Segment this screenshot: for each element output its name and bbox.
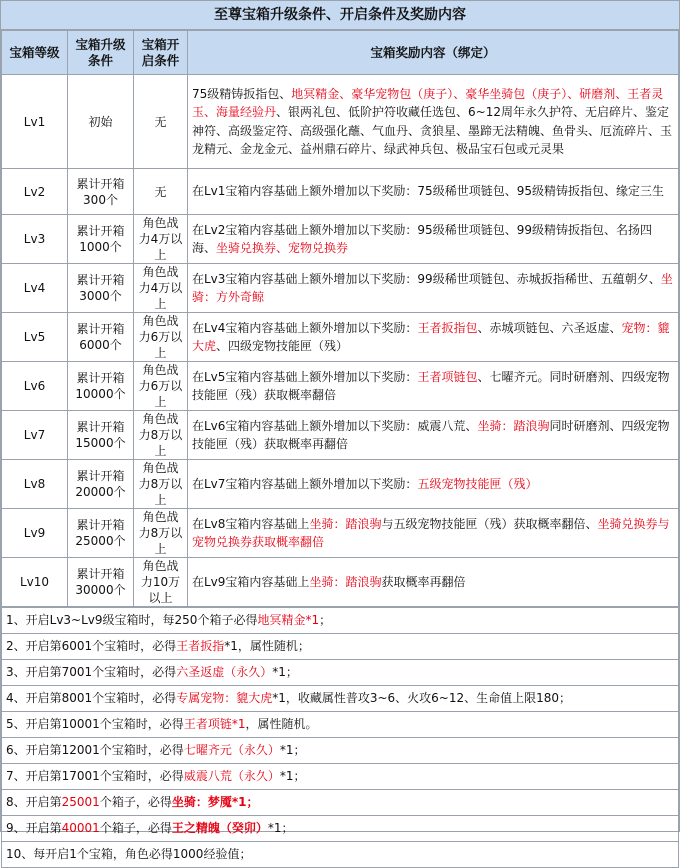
note-row <box>2 686 679 712</box>
text-segment: 在Lv7宝箱内容基础上额外增加以下奖励： <box>192 476 418 491</box>
highlight-text: 六圣返虚（永久） <box>176 665 273 679</box>
level-cell: Lv6 <box>2 362 68 411</box>
highlight-text: 专属宠物：貔大虎 <box>176 691 273 705</box>
reward-cell <box>188 215 679 264</box>
reward-cell <box>188 169 679 215</box>
highlight-text: 威震八荒（永久） <box>183 769 280 783</box>
upgrade-condition-cell: 初始 <box>68 75 134 169</box>
text-segment: 1、开启Lv3~Lv9级宝箱时，每250个箱子必得 <box>6 613 258 627</box>
text-segment: *1； <box>279 769 306 783</box>
text-segment: ，属性随机。 <box>245 717 318 731</box>
sheet-title: 至尊宝箱升级条件、开启条件及奖励内容 <box>1 1 679 30</box>
text-segment: 2、开启第6001个宝箱时，必得 <box>6 639 177 653</box>
upgrade-condition-cell: 累计开箱1000个 <box>68 215 134 264</box>
note-item <box>2 608 679 634</box>
note-row <box>2 842 679 868</box>
table-row <box>2 362 679 411</box>
header-open: 宝箱开启条件 <box>134 31 188 75</box>
text-segment: 3、开启第7001个宝箱时，必得 <box>6 665 177 679</box>
open-condition-cell: 角色战力8万以上 <box>134 411 188 460</box>
notes-list <box>1 607 679 868</box>
upgrade-condition-cell: 累计开箱10000个 <box>68 362 134 411</box>
upgrade-condition-cell: 累计开箱15000个 <box>68 411 134 460</box>
open-condition-cell: 无 <box>134 169 188 215</box>
text-segment: 在Lv2宝箱内容基础上额外增加以下奖励：95级稀世项链包、99级精铸扳指包、名扬四海、 <box>192 222 652 255</box>
table-row <box>2 411 679 460</box>
note-item <box>2 738 679 764</box>
text-segment: 、赤城项链包、六圣返虚、 <box>477 320 622 335</box>
text-segment: 与五级宠物技能匣（残）获取概率翻倍、 <box>381 516 598 531</box>
highlight-text: 地冥精金*1 <box>257 613 320 627</box>
text-segment: 在Lv5宝箱内容基础上额外增加以下奖励： <box>192 369 418 384</box>
text-segment: *1，收藏属性普攻3~6、火攻6~12、生命值上限180； <box>272 691 572 705</box>
text-segment: 在Lv1宝箱内容基础上额外增加以下奖励：75级稀世项链包、95级精铸扳指包、缘定三生 <box>192 184 664 199</box>
level-cell: Lv3 <box>2 215 68 264</box>
table-row <box>2 509 679 558</box>
level-cell: Lv10 <box>2 558 68 607</box>
text-segment: 同时研磨剂、四级宠物技能匣（残）获取概率再翻倍 <box>192 418 670 451</box>
text-segment: 在Lv8宝箱内容基础上 <box>192 516 310 531</box>
open-condition-cell: 角色战力6万以上 <box>134 313 188 362</box>
reward-cell <box>188 460 679 509</box>
text-segment: 在Lv4宝箱内容基础上额外增加以下奖励： <box>192 320 418 335</box>
highlight-text: 坐骑：踏浪驹 <box>477 418 550 433</box>
reward-cell <box>188 75 679 169</box>
level-cell: Lv1 <box>2 75 68 169</box>
table-row <box>2 264 679 313</box>
open-condition-cell: 角色战力10万以上 <box>134 558 188 607</box>
note-item <box>2 660 679 686</box>
text-segment: 10、每开启1个宝箱，角色必得1000经验值； <box>6 847 252 861</box>
note-row <box>2 816 679 842</box>
highlight-text: 王之精魄（癸卯） <box>171 821 268 835</box>
highlight-text: 坐骑：踏浪驹 <box>309 574 382 589</box>
level-cell: Lv2 <box>2 169 68 215</box>
highlight-text: 地冥精金、豪华宠物包（庚子）、豪华坐骑包（庚子）、研磨剂、王者灵玉、海量经验丹 <box>192 86 664 119</box>
highlight-text: 坐骑：踏浪驹 <box>309 516 382 531</box>
note-row <box>2 738 679 764</box>
upgrade-condition-cell: 累计开箱3000个 <box>68 264 134 313</box>
table-row <box>2 215 679 264</box>
text-segment: 9、开启第 <box>6 821 62 835</box>
level-cell: Lv7 <box>2 411 68 460</box>
text-segment: 7、开启第17001个宝箱时，必得 <box>6 769 184 783</box>
note-row <box>2 764 679 790</box>
text-segment: 5、开启第10001个宝箱时，必得 <box>6 717 184 731</box>
text-segment: 在Lv9宝箱内容基础上 <box>192 574 310 589</box>
note-row <box>2 608 679 634</box>
table-row <box>2 313 679 362</box>
highlight-text: 七曜齐元（永久） <box>183 743 280 757</box>
level-cell: Lv8 <box>2 460 68 509</box>
reward-cell <box>188 313 679 362</box>
text-segment: 、七曜齐元。同时研磨剂、四级宠物技能匣（残）获取概率翻倍 <box>192 369 670 402</box>
highlight-text: 宠物：貔大虎 <box>192 320 670 353</box>
text-segment: 个箱子，必得 <box>99 821 172 835</box>
upgrade-condition-cell: 累计开箱6000个 <box>68 313 134 362</box>
note-item <box>2 686 679 712</box>
reward-cell <box>188 411 679 460</box>
note-row <box>2 660 679 686</box>
reward-cell <box>188 362 679 411</box>
note-item <box>2 764 679 790</box>
note-item <box>2 634 679 660</box>
highlight-text: 王者扳指包 <box>417 320 478 335</box>
text-segment: 6、开启第12001个宝箱时，必得 <box>6 743 184 757</box>
text-segment: 8、开启第 <box>6 795 62 809</box>
table-row <box>2 169 679 215</box>
upgrade-condition-cell: 累计开箱20000个 <box>68 460 134 509</box>
header-row <box>2 31 679 75</box>
text-segment: *1，属性随机； <box>224 639 310 653</box>
level-cell: Lv4 <box>2 264 68 313</box>
highlight-text: 五级宠物技能匣（残） <box>417 476 538 491</box>
note-item <box>2 790 679 816</box>
header-reward: 宝箱奖励内容（绑定） <box>188 31 679 75</box>
reward-cell <box>188 558 679 607</box>
level-cell: Lv9 <box>2 509 68 558</box>
highlight-text: 坐骑：梦魇*1； <box>171 795 259 809</box>
header-upgrade: 宝箱升级条件 <box>68 31 134 75</box>
open-condition-cell: 无 <box>134 75 188 169</box>
highlight-text: 坐骑：方外奇鲸 <box>192 271 673 304</box>
highlight-text: 25001 <box>61 795 100 809</box>
note-item <box>2 816 679 842</box>
highlight-text: 王者项链*1 <box>183 717 246 731</box>
text-segment: 75级精铸扳指包、 <box>192 86 292 101</box>
text-segment: *1； <box>267 821 294 835</box>
upgrade-condition-cell: 累计开箱25000个 <box>68 509 134 558</box>
open-condition-cell: 角色战力4万以上 <box>134 215 188 264</box>
note-item <box>2 842 679 868</box>
highlight-text: 王者项链包 <box>417 369 478 384</box>
note-item <box>2 712 679 738</box>
note-row <box>2 790 679 816</box>
table-row <box>2 558 679 607</box>
open-condition-cell: 角色战力8万以上 <box>134 509 188 558</box>
highlight-text: 40001 <box>61 821 100 835</box>
text-segment: 4、开启第8001个宝箱时，必得 <box>6 691 177 705</box>
highlight-text: 坐骑兑换券、宠物兑换券 <box>216 241 349 255</box>
open-condition-cell: 角色战力8万以上 <box>134 460 188 509</box>
note-row <box>2 712 679 738</box>
text-segment: 个箱子，必得 <box>99 795 172 809</box>
text-segment: *1； <box>272 665 298 679</box>
upgrade-condition-cell: 累计开箱300个 <box>68 169 134 215</box>
text-segment: 、银两礼包、低阶护符收藏任选包、6~12周年永久护符、无启碎片、鉴定神符、高级鉴定符、高级强化蘸、气血丹、贪狼星、墨蹄无法精魄、鱼骨头、厄流碎片、玉龙精元、金龙金元、益州鼎石碎片、绿武神兵包、极品宝石包或元灵果 <box>192 105 673 156</box>
reward-cell <box>188 509 679 558</box>
table-row <box>2 460 679 509</box>
highlight-text: 王者扳指 <box>176 639 225 653</box>
open-condition-cell: 角色战力6万以上 <box>134 362 188 411</box>
text-segment: ； <box>319 613 332 627</box>
table-row <box>2 75 679 169</box>
upgrade-condition-cell: 累计开箱30000个 <box>68 558 134 607</box>
highlight-text: 坐骑兑换券与宠物兑换券获取概率翻倍 <box>192 516 670 549</box>
level-cell: Lv5 <box>2 313 68 362</box>
text-segment: 在Lv3宝箱内容基础上额外增加以下奖励：99级稀世项链包、赤城扳指稀世、五蕴朝夕、 <box>192 271 661 286</box>
note-row <box>2 634 679 660</box>
header-level: 宝箱等级 <box>2 31 68 75</box>
text-segment: 、四级宠物技能匣（残） <box>216 339 349 353</box>
text-segment: *1； <box>279 743 306 757</box>
open-condition-cell: 角色战力4万以上 <box>134 264 188 313</box>
text-segment: 在Lv6宝箱内容基础上额外增加以下奖励：威震八荒、 <box>192 418 478 433</box>
text-segment: 获取概率再翻倍 <box>381 574 466 589</box>
reward-table <box>1 30 679 607</box>
reward-cell <box>188 264 679 313</box>
table-body <box>2 75 679 607</box>
